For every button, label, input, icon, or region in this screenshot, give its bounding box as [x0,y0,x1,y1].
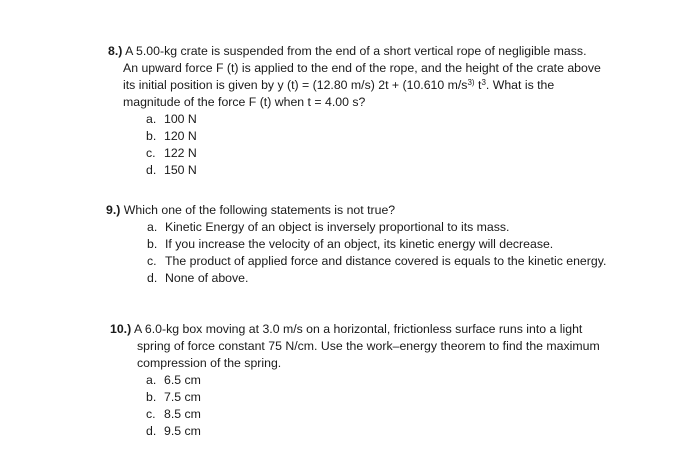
question-10-option-a [146,372,600,389]
question-8-line-4: magnitude of the force F (t) when t = 4.00 s? [123,95,366,109]
option-letter: c. [147,254,157,268]
option-letter: c. [146,146,156,160]
question-10-line-3: compression of the spring. [137,356,282,370]
option-text: 122 N [164,146,197,160]
question-10-number: 10.) [110,322,132,336]
question-8-line-1 [108,43,601,60]
option-letter: b. [147,237,158,251]
option-letter: d. [146,424,157,438]
option-text: 7.5 cm [164,390,201,404]
question-9-option-c [147,253,606,270]
question-10-options [146,372,600,440]
question-10-option-d [146,423,600,440]
option-text: None of above. [165,271,249,285]
question-10-line-1 [110,321,600,338]
question-8-superscript-2: 3 [481,78,486,87]
question-10-line-2: spring of force constant 75 N/cm. Use the work–energy theorem to find the maximum [137,339,600,353]
question-8-option-a [146,111,601,128]
option-text: 120 N [164,129,197,143]
question-8-line-3 [108,77,601,94]
question-8-option-b [146,128,601,145]
question-9-line-1 [106,202,606,219]
question-10-option-b [146,389,600,406]
option-text: 6.5 cm [164,373,201,387]
question-9-option-b [147,236,606,253]
question-9-options [147,219,606,287]
question-9-option-d [147,270,606,287]
question-8-text-3b: t [474,78,482,92]
question-8-line-2: An upward force F (t) is applied to the end of the rope, and the height of the crate above [123,61,601,75]
question-8-text-1: A 5.00-kg crate is suspended from the end of a short vertical rope of negligible mass. [122,44,587,58]
question-9 [106,202,606,287]
option-text: 100 N [164,112,197,126]
option-text: The product of applied force and distance covered is equals to the kinetic energy. [165,254,607,268]
question-9-option-a [147,219,606,236]
option-text: Kinetic Energy of an object is inversely proportional to its mass. [165,220,510,234]
option-letter: a. [146,373,157,387]
question-8-superscript-1: 3) [467,78,475,87]
option-letter: d. [146,163,157,177]
option-letter: d. [147,271,158,285]
option-text: 8.5 cm [164,407,201,421]
question-9-number: 9.) [106,203,121,217]
option-letter: c. [146,407,156,421]
option-letter: b. [146,129,157,143]
question-8-option-d [146,162,601,179]
option-letter: a. [147,220,158,234]
question-8-options [146,111,601,179]
question-8 [108,43,601,179]
option-text: 150 N [164,163,197,177]
option-letter: b. [146,390,157,404]
question-8-number: 8.) [108,44,123,58]
question-8-text-3a: its initial position is given by y (t) = (12.80 m/s) 2t + (10.610 m/s [123,78,468,92]
option-text: 9.5 cm [164,424,201,438]
option-text: If you increase the velocity of an object, its kinetic energy will decrease. [165,237,554,251]
option-letter: a. [146,112,157,126]
question-10 [110,321,600,440]
question-10-option-c [146,406,600,423]
question-8-text-3c: . What is the [485,78,555,92]
question-8-option-c [146,145,601,162]
question-9-text-1: Which one of the following statements is not true? [120,203,396,217]
question-10-text-1: A 6.0-kg box moving at 3.0 m/s on a horizontal, frictionless surface runs into a light [131,322,583,336]
